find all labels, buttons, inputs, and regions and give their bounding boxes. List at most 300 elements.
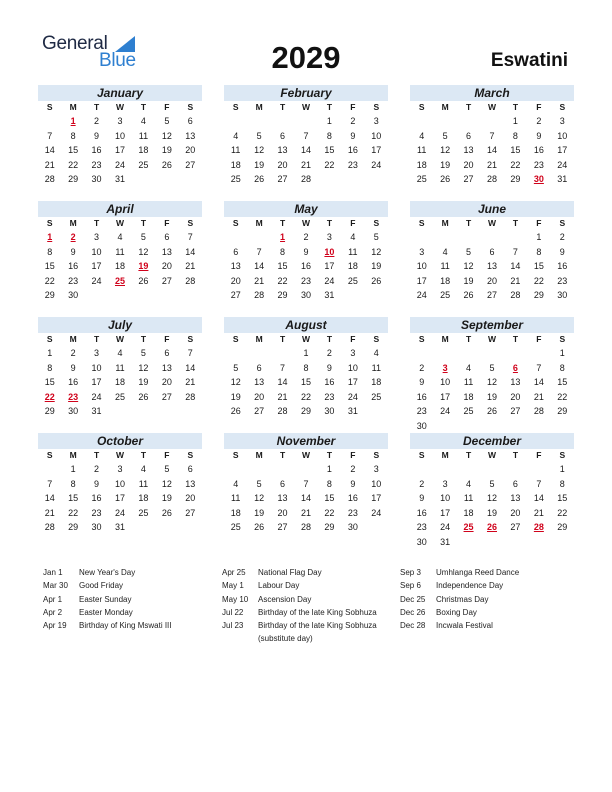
day-cell: 11 <box>138 130 149 141</box>
day-cell: 9 <box>559 246 565 257</box>
holiday-entry <box>400 566 585 579</box>
day-cell: 1 <box>47 348 53 358</box>
day-cell: 25 <box>230 522 241 532</box>
weekday-label: M <box>69 450 77 460</box>
day-cell: 17 <box>440 391 451 402</box>
holiday-date: Dec 28 <box>400 621 426 631</box>
day-cell: 25 <box>371 391 382 402</box>
holiday-entry <box>43 593 228 606</box>
day-cell: 28 <box>533 406 544 416</box>
holiday-date: Apr 1 <box>43 594 63 604</box>
day-cell: 23 <box>416 522 427 532</box>
day-cell: 7 <box>280 362 286 373</box>
day-cell: 13 <box>463 145 474 155</box>
day-cell: 21 <box>44 507 55 518</box>
day-cell: 15 <box>300 377 311 387</box>
day-cell: 28 <box>254 290 265 300</box>
day-cell: 9 <box>419 493 425 503</box>
empty-cell <box>294 462 317 477</box>
day-cell: 17 <box>324 261 335 271</box>
day-cell: 29 <box>277 290 288 300</box>
month-december <box>410 433 574 549</box>
weekday-label: M <box>441 218 449 228</box>
weekday-label: M <box>255 334 263 344</box>
weekday-label: F <box>164 218 170 228</box>
day-cell: 14 <box>277 377 288 387</box>
month-october <box>38 433 202 535</box>
weekday-label: S <box>373 102 380 112</box>
day-cell: 27 <box>510 522 521 532</box>
day-cell: 17 <box>416 275 427 286</box>
day-cell: 24 <box>324 275 335 286</box>
day-cell: 23 <box>347 507 358 518</box>
month-title: February <box>224 85 388 101</box>
day-cell: 20 <box>161 377 172 387</box>
day-cell: 25 <box>347 275 358 286</box>
day-cell: 1 <box>559 348 565 358</box>
day-cell: 29 <box>510 174 521 184</box>
weekday-label: M <box>69 218 77 228</box>
day-cell: 6 <box>466 130 472 141</box>
day-cell: 13 <box>277 493 288 503</box>
empty-cell <box>410 346 433 361</box>
empty-cell <box>480 462 503 477</box>
holiday-date: Apr 2 <box>43 607 63 617</box>
weekday-label: M <box>255 450 263 460</box>
weekday-label: S <box>373 218 380 228</box>
day-cell: 25 <box>416 174 427 184</box>
weekday-label: T <box>93 334 100 344</box>
day-cell: 11 <box>138 478 149 489</box>
month-title: March <box>410 85 574 101</box>
weekday-label: W <box>487 218 496 228</box>
day-cell: 25 <box>440 290 451 300</box>
holiday-name: Ascension Day <box>258 594 312 604</box>
day-cell: 25 <box>114 391 125 402</box>
day-cell: 28 <box>185 391 196 402</box>
weekday-label: F <box>536 450 542 460</box>
day-cell: 4 <box>466 478 472 489</box>
day-cell: 11 <box>417 145 427 155</box>
calendar-year: 2029 <box>271 40 341 75</box>
day-grid <box>224 333 388 419</box>
weekday-label: S <box>232 102 239 112</box>
weekday-label: F <box>350 334 356 344</box>
day-cell: 24 <box>91 275 102 286</box>
day-cell: 19 <box>440 159 451 170</box>
day-cell: 21 <box>300 159 311 170</box>
day-cell: 12 <box>138 362 149 373</box>
weekday-label: F <box>350 218 356 228</box>
day-cell: 24 <box>557 159 568 170</box>
day-cell: 9 <box>536 130 542 141</box>
day-cell: 28 <box>510 290 521 300</box>
logo-text-blue: Blue <box>99 50 136 71</box>
day-cell: 3 <box>373 116 379 126</box>
holiday-entry <box>222 566 407 579</box>
holiday-date: Apr 25 <box>222 568 246 577</box>
month-title: December <box>410 433 574 449</box>
day-cell: 23 <box>416 406 427 416</box>
day-cell: 31 <box>347 406 358 416</box>
day-cell: 15 <box>68 145 79 155</box>
day-cell: 7 <box>303 130 309 141</box>
month-may <box>224 201 388 303</box>
weekday-label: W <box>115 218 124 228</box>
holiday-name: Christmas Day <box>436 594 489 604</box>
day-cell: 28 <box>486 174 497 184</box>
weekday-label: T <box>140 450 147 460</box>
holiday-name: Easter Sunday <box>79 594 132 604</box>
day-cell: 20 <box>510 507 521 518</box>
day-cell: 29 <box>68 174 79 184</box>
holiday-day-cell: 30 <box>533 174 544 184</box>
day-cell: 16 <box>557 261 568 271</box>
weekday-label: F <box>350 102 356 112</box>
day-cell: 13 <box>185 130 196 141</box>
day-cell: 17 <box>557 145 568 155</box>
holiday-day-cell: 1 <box>47 232 53 242</box>
day-cell: 20 <box>510 391 521 402</box>
weekday-label: W <box>301 218 310 228</box>
day-cell: 3 <box>559 116 565 126</box>
holiday-entry <box>222 619 407 646</box>
weekday-label: T <box>140 102 147 112</box>
empty-cell <box>410 114 433 129</box>
day-cell: 10 <box>347 362 358 373</box>
day-cell: 26 <box>440 174 451 184</box>
day-cell: 13 <box>230 261 241 271</box>
day-cell: 15 <box>277 261 288 271</box>
day-cell: 21 <box>300 507 311 518</box>
day-cell: 6 <box>233 246 239 257</box>
holiday-name: Incwala Festival <box>436 621 493 631</box>
holiday-entry <box>43 619 228 632</box>
day-cell: 29 <box>557 522 568 532</box>
holiday-day-cell: 2 <box>70 232 76 242</box>
holiday-entry <box>222 606 407 619</box>
month-title: May <box>224 201 388 217</box>
weekday-label: S <box>559 102 566 112</box>
day-cell: 21 <box>510 275 521 286</box>
day-cell: 9 <box>419 377 425 387</box>
day-grid <box>410 217 574 303</box>
day-grid <box>410 333 574 433</box>
holiday-day-cell: 25 <box>463 522 474 532</box>
holiday-name: National Flag Day <box>258 568 322 577</box>
day-cell: 20 <box>277 159 288 170</box>
holiday-date: May 1 <box>222 581 244 591</box>
day-cell: 2 <box>94 464 100 474</box>
day-cell: 11 <box>115 362 125 373</box>
day-cell: 11 <box>115 246 125 257</box>
day-cell: 1 <box>326 116 332 126</box>
day-cell: 31 <box>440 536 451 547</box>
day-cell: 22 <box>68 507 79 518</box>
day-cell: 22 <box>557 391 568 402</box>
day-cell: 13 <box>254 377 265 387</box>
empty-cell <box>224 346 247 361</box>
weekday-label: S <box>46 102 53 112</box>
day-cell: 17 <box>91 377 102 387</box>
holiday-day-cell: 1 <box>70 116 76 126</box>
day-cell: 19 <box>161 145 172 155</box>
day-cell: 24 <box>440 522 451 532</box>
day-grid <box>38 217 202 303</box>
day-cell: 19 <box>486 507 497 518</box>
day-cell: 15 <box>68 493 79 503</box>
day-cell: 8 <box>536 246 542 257</box>
weekday-label: F <box>164 450 170 460</box>
weekday-label: S <box>46 450 53 460</box>
weekday-label: S <box>232 450 239 460</box>
empty-cell <box>38 462 61 477</box>
weekday-label: S <box>559 218 566 228</box>
weekday-label: T <box>326 334 333 344</box>
day-cell: 20 <box>161 261 172 271</box>
weekday-label: T <box>140 334 147 344</box>
day-cell: 30 <box>416 536 427 547</box>
day-cell: 26 <box>161 159 172 170</box>
day-cell: 30 <box>91 174 102 184</box>
day-cell: 13 <box>185 478 196 489</box>
day-cell: 10 <box>114 130 125 141</box>
day-cell: 26 <box>463 290 474 300</box>
day-cell: 7 <box>187 232 193 242</box>
weekday-label: S <box>187 450 194 460</box>
day-cell: 23 <box>533 159 544 170</box>
day-cell: 29 <box>533 290 544 300</box>
day-cell: 29 <box>300 406 311 416</box>
day-cell: 17 <box>114 145 125 155</box>
weekday-label: S <box>46 334 53 344</box>
weekday-label: S <box>559 334 566 344</box>
day-cell: 14 <box>44 493 55 503</box>
day-cell: 12 <box>254 493 265 503</box>
weekday-label: S <box>232 334 239 344</box>
day-cell: 21 <box>185 261 196 271</box>
holiday-date: Jan 1 <box>43 568 63 577</box>
day-cell: 4 <box>350 232 356 242</box>
weekday-label: S <box>373 334 380 344</box>
holiday-entry <box>43 566 228 579</box>
day-cell: 28 <box>44 522 55 532</box>
holiday-day-cell: 1 <box>280 232 286 242</box>
weekday-label: T <box>512 334 519 344</box>
empty-cell <box>480 114 503 129</box>
weekday-label: F <box>164 334 170 344</box>
day-cell: 28 <box>185 275 196 286</box>
day-cell: 15 <box>533 261 544 271</box>
day-cell: 4 <box>233 478 239 489</box>
day-cell: 6 <box>256 362 262 373</box>
empty-cell <box>224 462 247 477</box>
day-cell: 30 <box>557 290 568 300</box>
day-cell: 14 <box>185 246 196 257</box>
day-cell: 14 <box>300 145 311 155</box>
day-cell: 16 <box>91 145 102 155</box>
day-cell: 14 <box>44 145 55 155</box>
empty-cell <box>410 462 433 477</box>
month-september <box>410 317 574 433</box>
day-cell: 9 <box>94 130 100 141</box>
day-cell: 15 <box>557 493 568 503</box>
day-cell: 16 <box>300 261 311 271</box>
day-cell: 20 <box>185 493 196 503</box>
weekday-label: T <box>512 450 519 460</box>
day-cell: 8 <box>326 478 332 489</box>
day-cell: 12 <box>161 130 172 141</box>
day-cell: 11 <box>371 362 381 373</box>
weekday-label: T <box>279 334 286 344</box>
month-june <box>410 201 574 303</box>
day-cell: 5 <box>140 348 146 358</box>
weekday-label: T <box>465 334 472 344</box>
empty-cell <box>247 462 270 477</box>
day-cell: 5 <box>140 232 146 242</box>
day-cell: 24 <box>440 406 451 416</box>
day-cell: 10 <box>371 478 382 489</box>
day-cell: 19 <box>230 391 241 402</box>
month-april <box>38 201 202 303</box>
day-cell: 6 <box>164 232 170 242</box>
day-cell: 27 <box>463 174 474 184</box>
country-name: Eswatini <box>490 50 568 71</box>
day-cell: 29 <box>557 406 568 416</box>
day-cell: 22 <box>324 507 335 518</box>
day-grid <box>38 449 202 535</box>
day-cell: 29 <box>44 290 55 300</box>
day-cell: 10 <box>114 478 125 489</box>
weekday-label: S <box>559 450 566 460</box>
day-cell: 6 <box>187 464 193 474</box>
weekday-label: W <box>115 102 124 112</box>
day-cell: 23 <box>91 159 102 170</box>
holiday-day-cell: 10 <box>324 246 335 257</box>
day-cell: 18 <box>463 507 474 518</box>
day-cell: 16 <box>91 493 102 503</box>
weekday-label: S <box>187 334 194 344</box>
month-title: July <box>38 317 202 333</box>
day-cell: 21 <box>44 159 55 170</box>
empty-cell <box>480 230 503 245</box>
day-cell: 14 <box>510 261 521 271</box>
day-cell: 25 <box>230 174 241 184</box>
weekday-label: T <box>93 102 100 112</box>
day-cell: 4 <box>442 246 448 257</box>
day-cell: 31 <box>557 174 568 184</box>
day-cell: 26 <box>486 406 497 416</box>
holiday-date: Sep 6 <box>400 581 421 591</box>
holiday-name: New Year's Day <box>79 568 136 577</box>
day-cell: 10 <box>557 130 568 141</box>
day-cell: 7 <box>187 348 193 358</box>
holiday-column <box>43 566 228 632</box>
day-cell: 11 <box>463 377 474 387</box>
day-cell: 27 <box>277 174 288 184</box>
holiday-day-cell: 26 <box>486 522 497 532</box>
day-cell: 22 <box>44 275 55 286</box>
day-cell: 15 <box>44 377 55 387</box>
weekday-label: T <box>93 218 100 228</box>
day-cell: 29 <box>68 522 79 532</box>
day-cell: 29 <box>324 522 335 532</box>
day-cell: 2 <box>559 232 565 242</box>
day-cell: 23 <box>300 275 311 286</box>
day-cell: 30 <box>91 522 102 532</box>
day-cell: 11 <box>440 261 450 271</box>
day-cell: 17 <box>440 507 451 518</box>
empty-cell <box>38 114 61 129</box>
weekday-label: T <box>465 450 472 460</box>
day-cell: 21 <box>277 391 288 402</box>
weekday-label: M <box>441 102 449 112</box>
day-cell: 7 <box>536 478 542 489</box>
day-grid <box>38 101 202 187</box>
holiday-entry <box>43 606 228 619</box>
month-march <box>410 85 574 187</box>
day-cell: 3 <box>117 116 123 126</box>
day-cell: 30 <box>416 420 427 431</box>
holiday-name: Birthday of the late King Sobhuza <box>258 607 377 617</box>
day-cell: 26 <box>161 507 172 518</box>
holiday-entry <box>43 579 228 592</box>
day-cell: 30 <box>68 290 79 300</box>
weekday-label: W <box>115 450 124 460</box>
holiday-day-cell: 28 <box>533 522 544 532</box>
day-cell: 1 <box>326 464 332 474</box>
day-cell: 4 <box>373 348 379 358</box>
day-cell: 5 <box>164 464 170 474</box>
day-cell: 15 <box>324 145 335 155</box>
day-cell: 1 <box>512 116 518 126</box>
holiday-entry <box>222 579 407 592</box>
day-cell: 27 <box>510 406 521 416</box>
day-cell: 12 <box>463 261 474 271</box>
weekday-label: T <box>326 218 333 228</box>
weekday-label: T <box>326 102 333 112</box>
day-cell: 26 <box>230 406 241 416</box>
day-cell: 20 <box>463 159 474 170</box>
holiday-column <box>400 566 585 632</box>
day-cell: 19 <box>254 507 265 518</box>
day-cell: 7 <box>536 362 542 373</box>
weekday-label: M <box>441 450 449 460</box>
day-cell: 19 <box>463 275 474 286</box>
day-cell: 23 <box>68 275 79 286</box>
day-cell: 27 <box>486 290 497 300</box>
holiday-date: Mar 30 <box>43 581 68 591</box>
day-cell: 4 <box>117 232 123 242</box>
day-cell: 24 <box>347 391 358 402</box>
day-cell: 18 <box>138 493 149 503</box>
holiday-day-cell: 19 <box>138 261 149 271</box>
weekday-label: T <box>279 218 286 228</box>
day-cell: 2 <box>419 362 425 373</box>
month-title: October <box>38 433 202 449</box>
holiday-entry <box>400 579 585 592</box>
day-cell: 9 <box>70 362 76 373</box>
empty-cell <box>247 346 270 361</box>
day-cell: 13 <box>277 145 288 155</box>
empty-cell <box>527 462 550 477</box>
day-cell: 20 <box>230 275 241 286</box>
day-cell: 9 <box>350 130 356 141</box>
day-grid <box>224 217 388 303</box>
day-cell: 22 <box>324 159 335 170</box>
weekday-label: F <box>536 218 542 228</box>
day-cell: 16 <box>68 261 79 271</box>
